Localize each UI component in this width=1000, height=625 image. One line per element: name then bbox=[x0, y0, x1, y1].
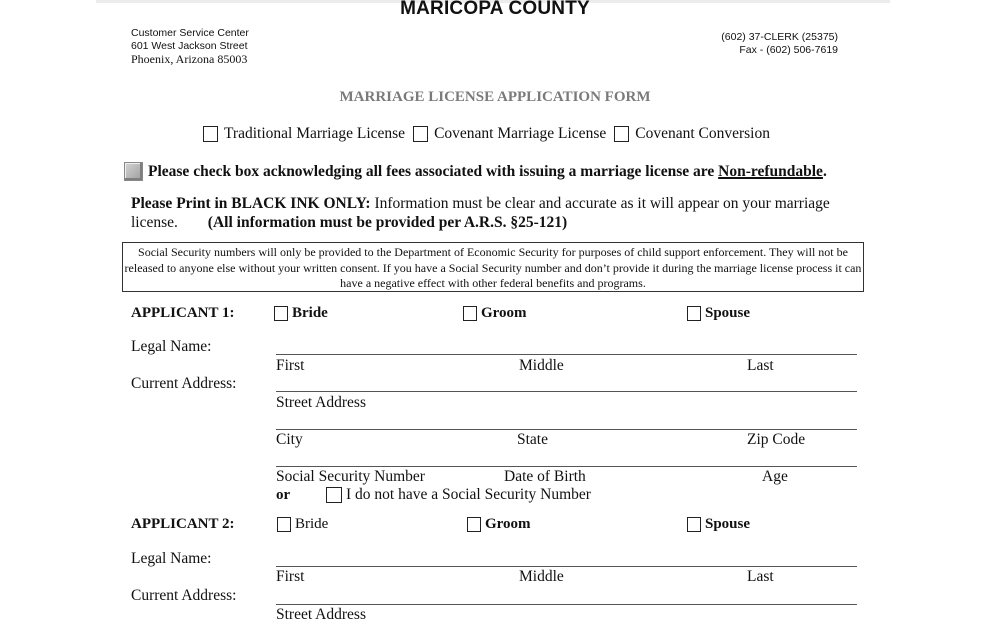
option-label: Covenant Conversion bbox=[635, 125, 770, 142]
role-label: Groom bbox=[485, 516, 531, 532]
option-covenant-conversion[interactable] bbox=[614, 125, 770, 143]
first-name-caption: First bbox=[276, 357, 305, 374]
applicant-1-role-groom[interactable] bbox=[463, 305, 527, 322]
checkbox-groom[interactable] bbox=[463, 306, 477, 321]
no-ssn-option[interactable] bbox=[326, 486, 591, 504]
applicant-2-legal-name-label: Legal Name: bbox=[131, 550, 212, 567]
applicant-1-legal-name-label: Legal Name: bbox=[131, 338, 212, 355]
ink-instructions-lead: Please Print in BLACK INK ONLY: bbox=[131, 195, 371, 212]
state-caption: State bbox=[517, 431, 548, 448]
applicant-1-role-bride[interactable] bbox=[274, 305, 328, 322]
fees-ack-checkbox[interactable] bbox=[124, 162, 143, 181]
option-label: Traditional Marriage License bbox=[224, 125, 406, 142]
non-refundable-text: Non-refundable bbox=[718, 162, 823, 180]
ars-note: (All information must be provided per A.R.S. §25-121) bbox=[207, 214, 568, 231]
middle-name-caption: Middle bbox=[519, 568, 564, 585]
last-name-caption: Last bbox=[747, 568, 774, 585]
no-ssn-label: I do not have a Social Security Number bbox=[346, 486, 591, 503]
office-contact bbox=[721, 31, 838, 57]
middle-name-caption: Middle bbox=[519, 357, 564, 374]
applicant-1-label: APPLICANT 1: bbox=[131, 305, 235, 321]
ink-instructions bbox=[131, 194, 851, 232]
checkbox-groom[interactable] bbox=[467, 517, 481, 532]
applicant-1-role-spouse[interactable] bbox=[687, 305, 750, 322]
last-name-caption: Last bbox=[747, 357, 774, 374]
applicant-1-current-address-label: Current Address: bbox=[131, 375, 237, 392]
address-line-2: 601 West Jackson Street bbox=[131, 40, 248, 52]
fees-ack-text: Please check box acknowledging all fees associated with issuing a marriage license are bbox=[148, 162, 715, 180]
zip-code-caption: Zip Code bbox=[747, 431, 806, 448]
applicant-2-current-address-label: Current Address: bbox=[131, 587, 237, 604]
applicant-2-label: APPLICANT 2: bbox=[131, 516, 235, 532]
office-address bbox=[131, 27, 249, 66]
dob-caption: Date of Birth bbox=[504, 468, 586, 485]
role-label: Spouse bbox=[705, 516, 751, 532]
applicant-1-id-line[interactable] bbox=[276, 466, 857, 467]
option-label: Covenant Marriage License bbox=[434, 125, 607, 142]
or-label: or bbox=[276, 487, 291, 503]
first-name-caption: First bbox=[276, 568, 305, 585]
checkbox-spouse[interactable] bbox=[687, 517, 701, 532]
ssn-notice-box bbox=[122, 242, 864, 292]
checkbox-covenant-conversion[interactable] bbox=[614, 126, 629, 142]
address-line-1: Customer Service Center bbox=[131, 27, 249, 39]
applicant-1-city-line[interactable] bbox=[276, 429, 857, 430]
age-caption: Age bbox=[762, 468, 788, 485]
checkbox-no-ssn[interactable] bbox=[326, 487, 342, 503]
city-caption: City bbox=[276, 431, 303, 448]
role-label: Spouse bbox=[705, 305, 751, 321]
form-title: MARRIAGE LICENSE APPLICATION FORM bbox=[339, 89, 651, 105]
role-label: Groom bbox=[481, 305, 527, 321]
checkbox-bride[interactable] bbox=[277, 517, 291, 532]
applicant-2-role-bride[interactable] bbox=[277, 516, 328, 533]
option-traditional-license[interactable] bbox=[203, 125, 405, 143]
ssn-caption: Social Security Number bbox=[276, 468, 425, 485]
ssn-notice-text: Social Security numbers will only be provided to the Department of Economic Security for purposes of child support enforcement. They will not be released to anyone else without your written consent. If you have a Social Security number and don’t provide it during the marriage license process it can have a negative effect with other federal benefits and programs. bbox=[124, 245, 862, 290]
fax-number: Fax - (602) 506-7619 bbox=[739, 44, 838, 56]
ink-instructions-text: Information must be clear and accurate as it will appear on your marriage license. bbox=[131, 195, 830, 231]
checkbox-covenant-license[interactable] bbox=[413, 126, 428, 142]
license-type-options bbox=[203, 125, 778, 143]
applicant-2-role-spouse[interactable] bbox=[687, 516, 750, 533]
fees-acknowledgment bbox=[124, 162, 827, 181]
applicant-1-name-line[interactable] bbox=[276, 354, 857, 355]
applicant-2-role-groom[interactable] bbox=[467, 516, 531, 533]
role-label: Bride bbox=[295, 516, 329, 532]
street-address-caption: Street Address bbox=[276, 606, 366, 623]
street-address-caption: Street Address bbox=[276, 394, 366, 411]
option-covenant-license[interactable] bbox=[413, 125, 606, 143]
checkbox-bride[interactable] bbox=[274, 306, 288, 321]
role-label: Bride bbox=[292, 305, 328, 321]
fees-ack-suffix: . bbox=[822, 162, 827, 180]
checkbox-traditional-license[interactable] bbox=[203, 126, 218, 142]
checkbox-spouse[interactable] bbox=[687, 306, 701, 321]
applicant-1-street-line[interactable] bbox=[276, 391, 857, 392]
address-line-3: Phoenix, Arizona 85003 bbox=[131, 52, 248, 66]
phone-number: (602) 37-CLERK (25375) bbox=[721, 31, 838, 43]
county-title: MARICOPA COUNTY bbox=[400, 0, 590, 19]
applicant-2-name-line[interactable] bbox=[276, 566, 857, 567]
applicant-2-street-line[interactable] bbox=[276, 604, 857, 605]
